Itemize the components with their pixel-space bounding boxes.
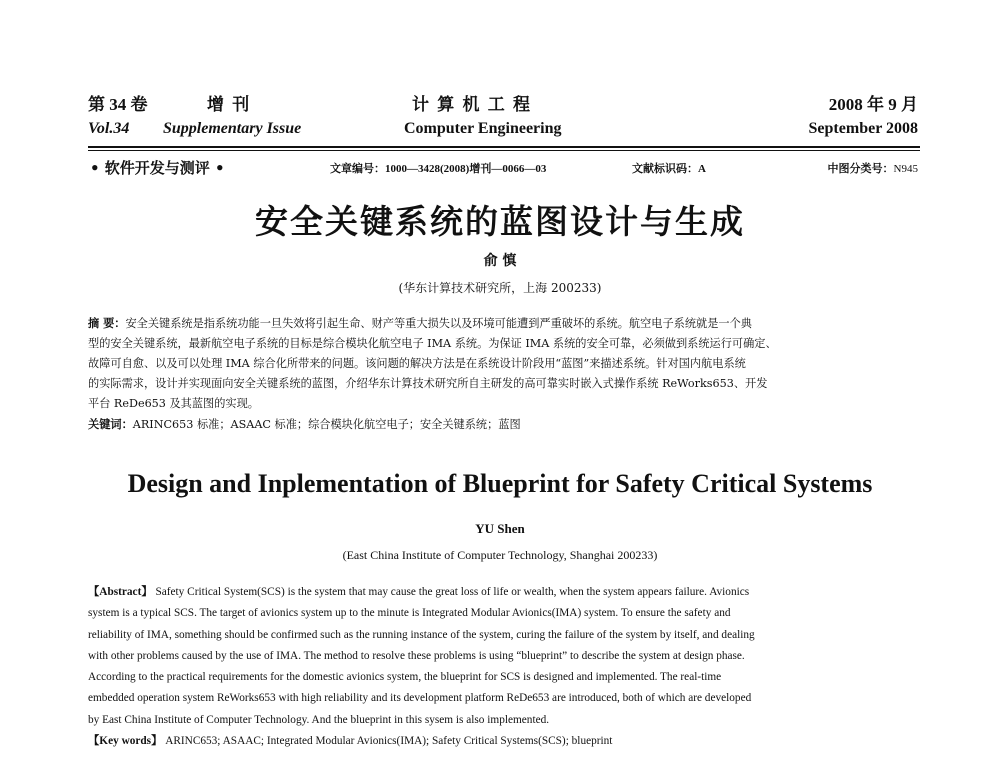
en-abstract-line: system is a typical SCS. The target of avionics system up to the minute is Integrated Modular Avionics(IMA) system. To ensure the safety and: [88, 607, 731, 620]
date-en: September 2008: [808, 120, 918, 137]
cn-keywords-text: ARINC653 标准；ASAAC 标准；综合模块化航空电子；安全关键系统；蓝图: [132, 418, 521, 431]
en-abstract: [88, 582, 922, 752]
doc-code: [632, 160, 706, 176]
cn-abstract-label: 摘 要：: [88, 316, 126, 330]
section-label: • 软件开发与测评 •: [90, 159, 225, 177]
doc-code-label: 文献标识码：: [632, 162, 698, 175]
doc-code-value: A: [698, 163, 706, 175]
en-abstract-label: 【Abstract】: [88, 586, 153, 598]
class-no: [828, 160, 918, 176]
journal-name-en: Computer Engineering: [404, 120, 562, 137]
en-title: Design and Inplementation of Blueprint for Safety Critical Systems: [127, 469, 873, 498]
cn-title: 安全关键系统的蓝图设计与生成: [255, 202, 745, 241]
cn-affiliation: (华东计算技术研究所，上海 200233): [398, 281, 602, 295]
en-keywords-text: ARINC653; ASAAC; Integrated Modular Avionics(IMA); Safety Critical Systems(SCS); blueprint: [165, 735, 613, 748]
cn-abstract-line: 摘 要：安全关键系统是指系统功能一旦失效将引起生命、财产等重大损失以及环境可能遭到严重破坏的系统。航空电子系统就是一个典: [88, 316, 752, 330]
en-keywords: [88, 731, 922, 752]
class-no-label: 中图分类号：: [827, 162, 894, 175]
journal-name-cn: 计 算 机 工 程: [412, 95, 532, 114]
en-abstract-line: embedded operation system ReWorks653 with high reliability and its development platform ReDe653 are introduced, both of which are developed: [88, 692, 752, 705]
date-cn: 2008 年 9 月: [828, 95, 918, 114]
article-id-value: 1000—3428(2008)增刊—0066—03: [385, 163, 547, 175]
cn-abstract-line: 的实际需求，设计并实现面向安全关键系统的蓝图，介绍华东计算技术研究所自主研发的高可靠实时嵌入式操作系统 ReWorks653、开发: [88, 377, 768, 390]
cn-keywords-label: 关键词：: [88, 417, 133, 431]
article-id: [330, 160, 546, 176]
cn-abstract-line: 故障可自愈、以及可以处理 IMA 综合化所带来的问题。该问题的解决方法是在系统设计阶段用“蓝图”来描述系统。针对国内航电系统: [88, 357, 746, 370]
volume-en: Vol.34: [88, 120, 130, 137]
class-no-value: N945: [893, 163, 918, 175]
issue-en: Supplementary Issue: [163, 120, 302, 137]
volume-cn: 第 34 卷: [88, 95, 148, 114]
en-abstract-line: 【Abstract】 Safety Critical System(SCS) is the system that may cause the great loss of life or wealth, when the system appears failure. Avionics: [88, 586, 750, 598]
en-abstract-line: with other problems caused by the use of IMA. The method to resolve these problems is using “blueprint” to describe the system at design phase.: [88, 649, 745, 662]
cn-abstract-line: 型的安全关键系统，最新航空电子系统的目标是综合模块化航空电子 IMA 系统。为保证 IMA 系统的安全可靠，必须做到系统运行可确定、: [88, 337, 777, 350]
header-rule-thin: [88, 150, 920, 151]
en-abstract-line: reliability of IMA, something should be confirmed such as the running instance of the system, curing the failure of the system by itself, and dealing: [88, 628, 755, 641]
article-id-label: 文章编号：: [330, 162, 385, 175]
issue-cn: 增 刊: [207, 95, 252, 114]
cn-abstract-line: 平台 ReDe653 及其蓝图的实现。: [88, 397, 259, 410]
cn-keywords: [88, 414, 922, 435]
cn-abstract: [88, 313, 922, 435]
en-abstract-line: by East China Institute of Computer Technology. And the blueprint in this sysem is also implemented.: [88, 713, 550, 726]
en-keywords-label: 【Key words】: [88, 735, 163, 748]
en-abstract-line: According to the practical requirements for the domestic avionics system, the blueprint for SCS is designed and implemented. The real-time: [88, 671, 722, 684]
cn-author: 俞 慎: [483, 253, 517, 269]
en-affiliation: (East China Institute of Computer Technology, Shanghai 200233): [342, 548, 658, 562]
en-author: YU Shen: [475, 521, 525, 536]
header-rule-thick: [88, 146, 920, 148]
